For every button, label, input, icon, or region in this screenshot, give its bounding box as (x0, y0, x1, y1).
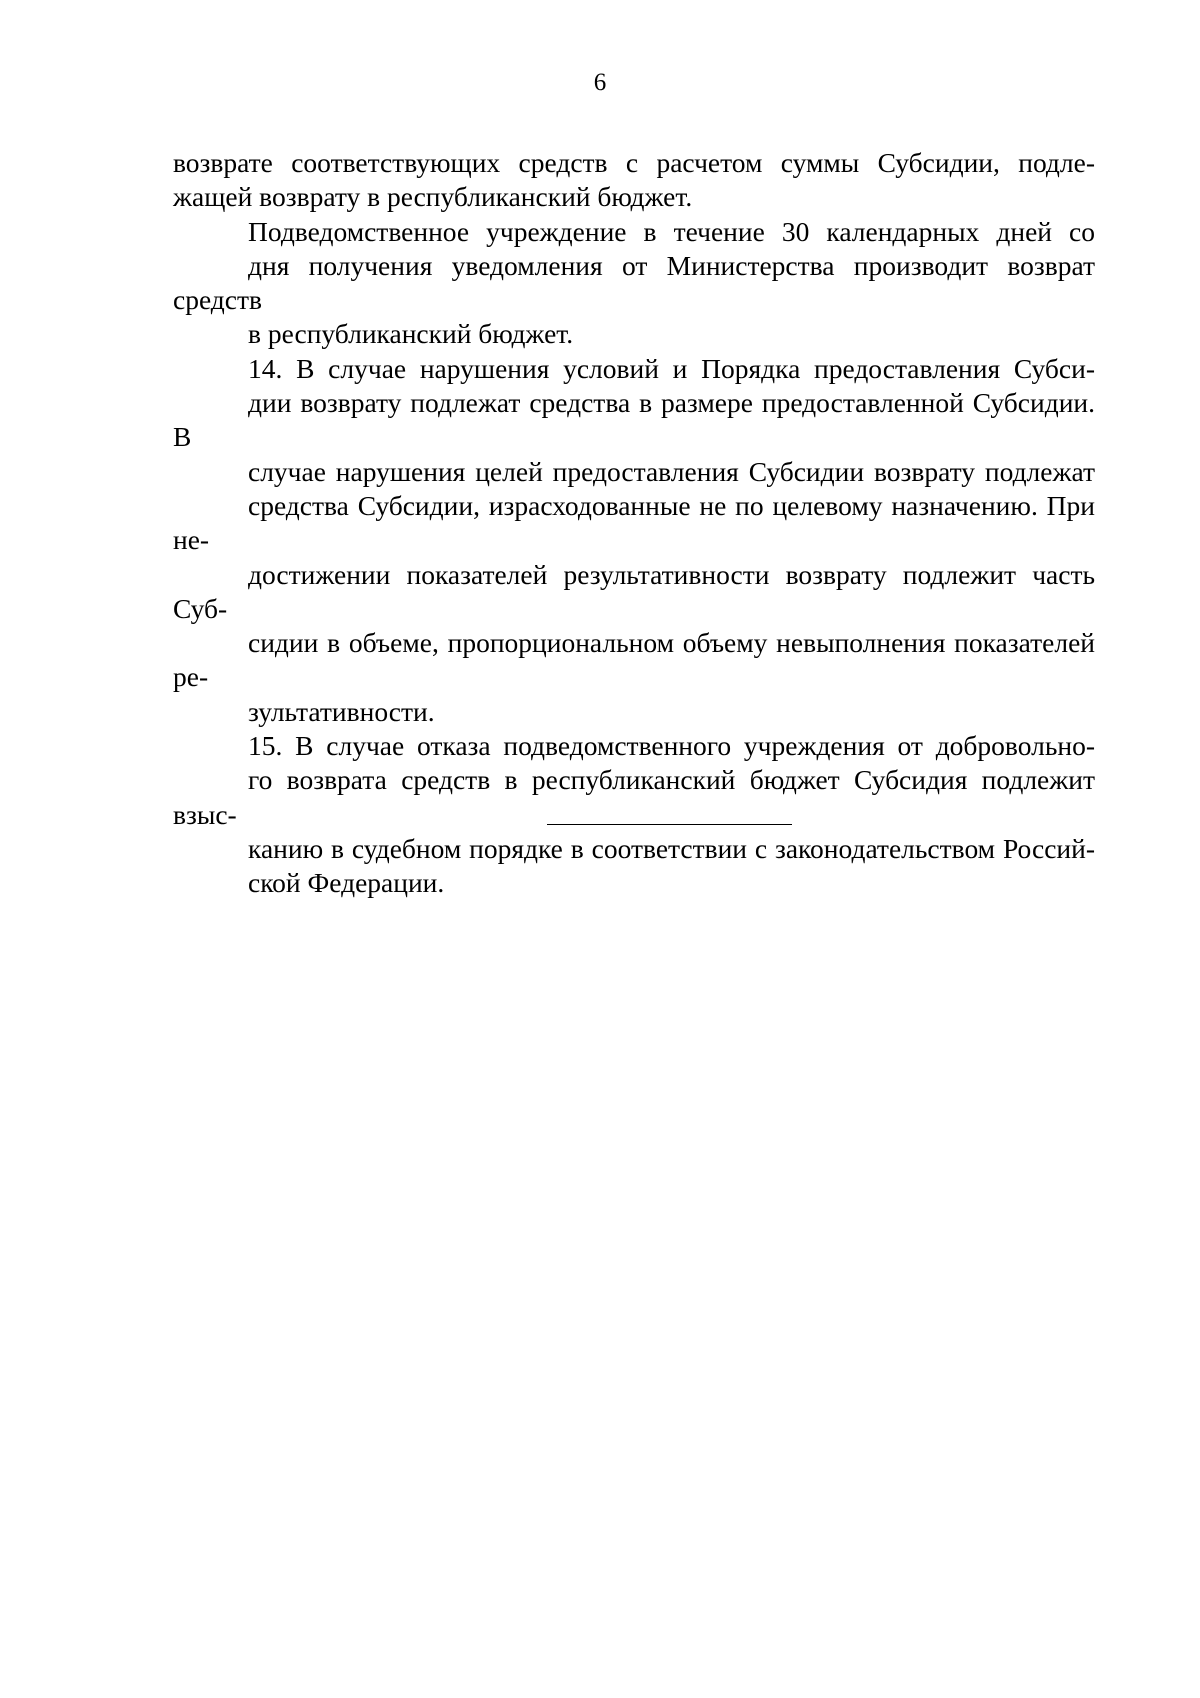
text-line: канию в судебном порядке в соответствии с законодательством Россий- (248, 832, 1095, 864)
text-line: 14. В случае нарушения условий и Порядка предоставления Субси- (248, 352, 1095, 384)
text-line: в республиканский бюджет. (248, 318, 574, 350)
paragraph-refund-deadline (173, 215, 1095, 352)
end-of-document-rule (547, 824, 792, 825)
text-line: средства Субсидии, израсходованные не по целевому назначению. При не- (173, 489, 1095, 556)
text-line: 15. В случае отказа подведомственного учреждения от добровольно- (248, 730, 1095, 762)
text-line: го возврата средств в республиканский бюджет Субсидия подлежит взыс- (173, 764, 1095, 830)
text-line: дии возврату подлежат средства в размере предоставленной Субсидии. В (173, 387, 1095, 453)
text-line: сидии в объеме, пропорциональном объему невыполнения показателей ре- (173, 627, 1095, 693)
document-body (173, 146, 1095, 901)
page-number: 6 (593, 69, 607, 96)
text-line: достижении показателей результативности возврату подлежит часть Суб- (173, 558, 1095, 624)
text-line: возврате соответствующих средств с расчетом суммы Субсидии, подле- (173, 147, 1095, 178)
paragraph-clause-14 (173, 352, 1095, 729)
text-line: Подведомственное учреждение в течение 30 календарных дней со (248, 215, 1095, 247)
text-line: случае нарушения целей предоставления Субсидии возврату подлежат (248, 455, 1095, 487)
text-line: дня получения уведомления от Министерства производит возврат средств (173, 249, 1095, 316)
text-line: ской Федерации. (248, 867, 445, 899)
paragraph-clause-15 (173, 729, 1095, 900)
text-line: жащей возврату в республиканский бюджет. (173, 181, 693, 213)
paragraph-continuation (173, 146, 1095, 215)
text-line: зультативности. (248, 695, 435, 727)
